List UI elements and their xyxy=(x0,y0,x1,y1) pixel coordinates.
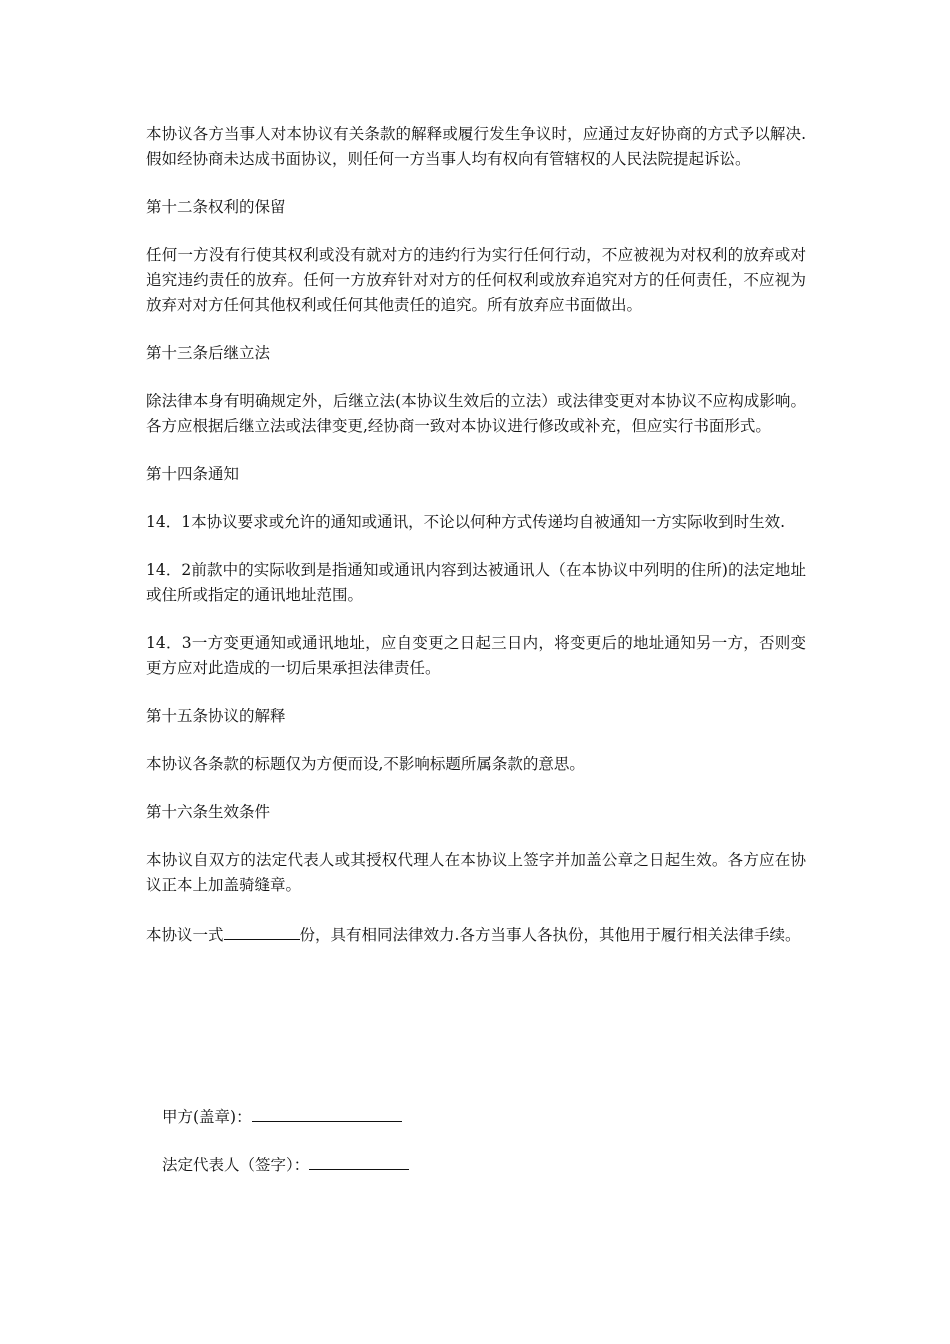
article-12-paragraph: 任何一方没有行使其权利或没有就对方的违约行为实行任何行动，不应被视为对权利的放弃或对追究违约责任的放弃。任何一方放弃针对对方的任何权利或放弃追究对方的任何责任，不应视为放弃对对方任何其他权利或任何其他责任的追究。所有放弃应书面做出。 xyxy=(146,246,806,314)
party-a-label: 甲方(盖章)： xyxy=(162,1108,252,1126)
article-16-heading: 第十六条生效条件 xyxy=(146,803,271,821)
article-13-paragraph: 除法律本身有明确规定外，后继立法(本协议生效后的立法）或法律变更对本协议不应构成影响。各方应根据后继立法或法律变更,经协商一致对本协议进行修改或补充，但应实行书面形式。 xyxy=(146,392,806,435)
dispute-resolution-paragraph: 本协议各方当事人对本协议有关条款的解释或履行发生争议时，应通过友好协商的方式予以解决.假如经协商未达成书面协议，则任何一方当事人均有权向有管辖权的人民法院提起诉讼。 xyxy=(146,125,806,168)
legal-rep-signature-line xyxy=(162,1151,409,1178)
clause-14-1-paragraph: 14．1本协议要求或允许的通知或通讯，不论以何种方式传递均自被通知一方实际收到时生效. xyxy=(146,513,786,531)
article-13-heading: 第十三条后继立法 xyxy=(146,344,271,362)
article-15-heading: 第十五条协议的解释 xyxy=(146,707,286,725)
party-a-seal-blank xyxy=(252,1103,402,1122)
legal-rep-label: 法定代表人（签字）： xyxy=(162,1156,310,1174)
copies-clause-paragraph xyxy=(146,921,806,948)
clause-14-2-paragraph: 14．2前款中的实际收到是指通知或通讯内容到达被通讯人（在本协议中列明的住所)的法定地址或住所或指定的通讯地址范围。 xyxy=(146,561,806,604)
document-body xyxy=(146,122,806,971)
clause-14-3-paragraph: 14．3一方变更通知或通讯地址，应自变更之日起三日内，将变更后的地址通知另一方，否则变更方应对此造成的一切后果承担法律责任。 xyxy=(146,634,806,677)
copies-count-blank xyxy=(224,921,300,940)
article-12-heading: 第十二条权利的保留 xyxy=(146,198,286,216)
party-a-signature-line xyxy=(162,1103,409,1130)
copies-clause-before: 本协议一式 xyxy=(146,926,224,944)
copies-clause-after: 份，具有相同法律效力.各方当事人各执份，其他用于履行相关法律手续。 xyxy=(299,926,801,944)
legal-rep-signature-blank xyxy=(309,1151,409,1170)
article-14-heading: 第十四条通知 xyxy=(146,465,240,483)
signature-block xyxy=(162,1103,409,1199)
article-15-paragraph: 本协议各条款的标题仅为方便而设,不影响标题所属条款的意思。 xyxy=(146,755,585,773)
article-16-paragraph: 本协议自双方的法定代表人或其授权代理人在本协议上签字并加盖公章之日起生效。各方应在协议正本上加盖骑缝章。 xyxy=(146,851,806,894)
